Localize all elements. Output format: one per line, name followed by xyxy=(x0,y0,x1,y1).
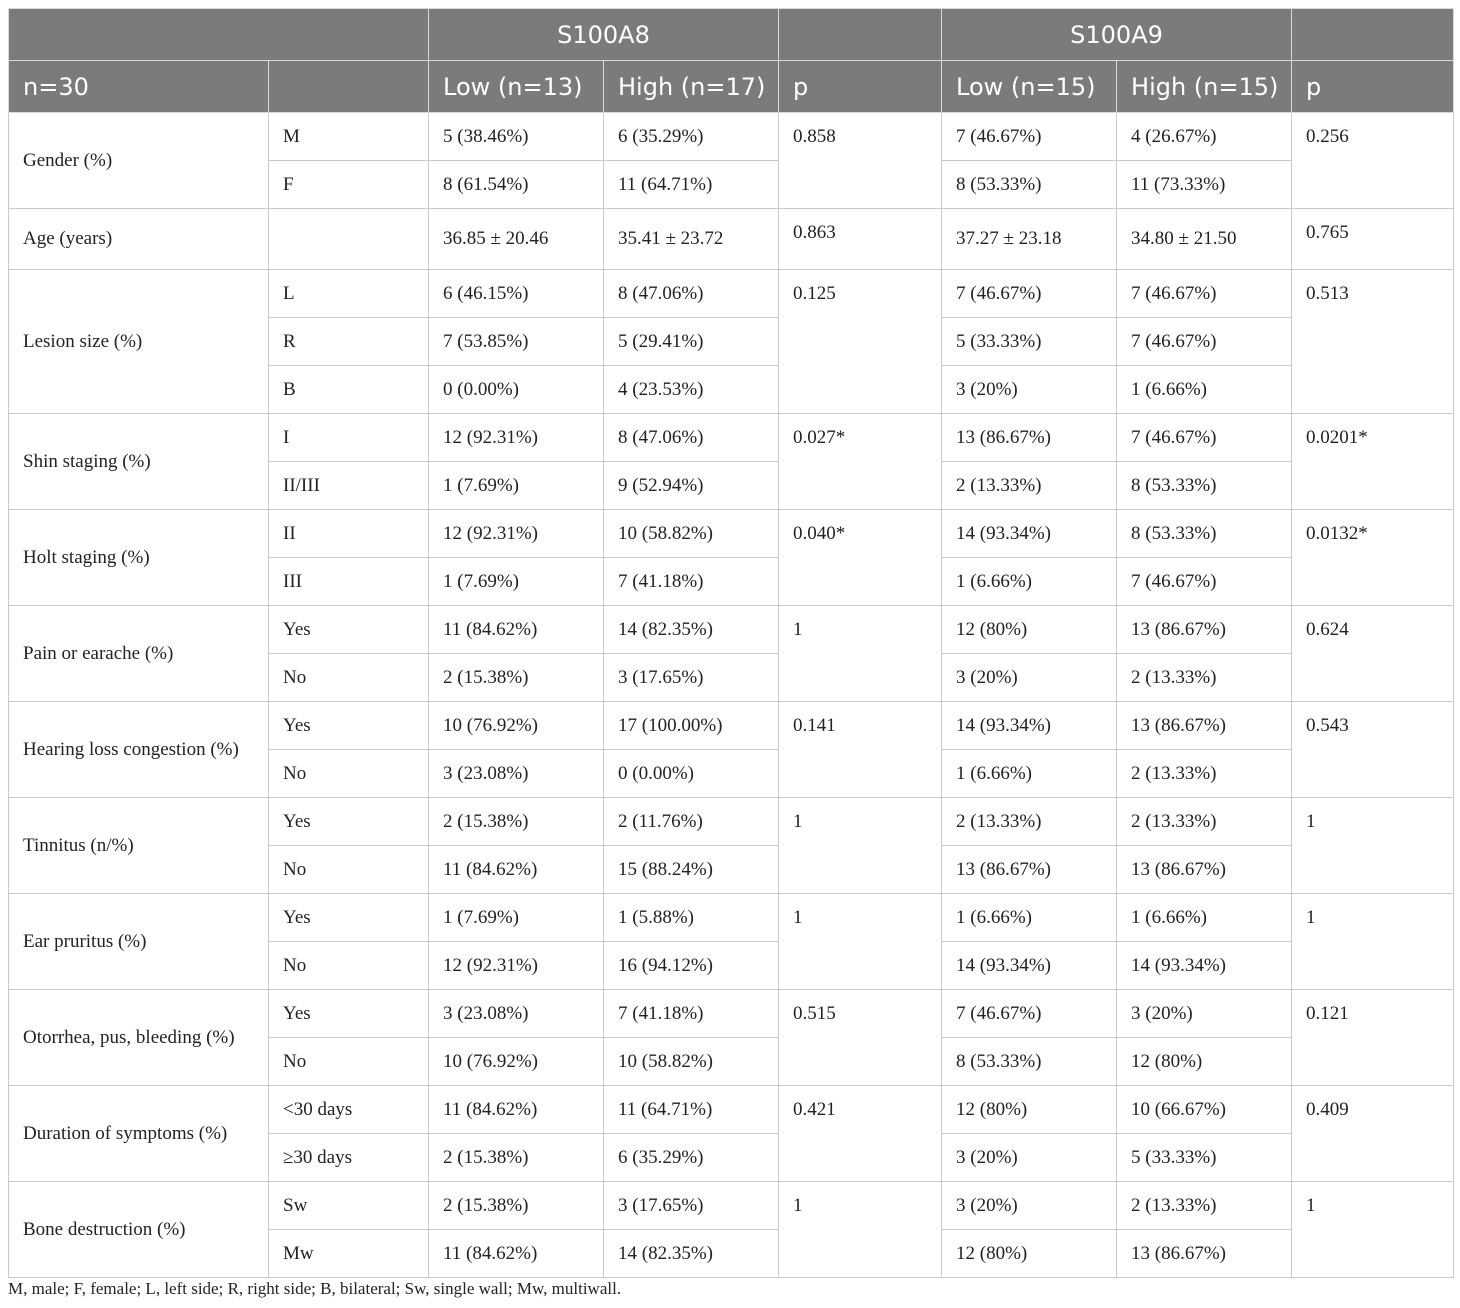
cell-a8-p: 1 xyxy=(779,894,942,990)
table-row xyxy=(9,990,1454,1038)
cell-a8-low: 2 (15.38%) xyxy=(429,1182,604,1230)
cell-a8-low: 11 (84.62%) xyxy=(429,606,604,654)
cell-a8-high: 2 (11.76%) xyxy=(604,798,779,846)
cell-a9-high: 10 (66.67%) xyxy=(1117,1086,1292,1134)
cell-a9-high: 7 (46.67%) xyxy=(1117,558,1292,606)
cell-a9-p: 0.409 xyxy=(1292,1086,1454,1182)
cell-a8-high: 14 (82.35%) xyxy=(604,1230,779,1278)
header-group-s100a8: S100A8 xyxy=(429,9,779,61)
cell-a8-low: 2 (15.38%) xyxy=(429,798,604,846)
cell-a8-high: 6 (35.29%) xyxy=(604,1134,779,1182)
table-row xyxy=(9,209,1454,270)
table-row xyxy=(9,270,1454,318)
cell-a9-low: 3 (20%) xyxy=(942,366,1117,414)
cell-a9-low: 13 (86.67%) xyxy=(942,414,1117,462)
cell-a8-p: 0.141 xyxy=(779,702,942,798)
cell-a8-low: 5 (38.46%) xyxy=(429,113,604,161)
cell-a9-p: 1 xyxy=(1292,1182,1454,1278)
row-label: Duration of symptoms (%) xyxy=(9,1086,269,1182)
cell-a8-low: 7 (53.85%) xyxy=(429,318,604,366)
header-spacer xyxy=(779,9,942,61)
row-label: Lesion size (%) xyxy=(9,270,269,414)
row-category: I xyxy=(269,414,429,462)
cell-a9-high: 5 (33.33%) xyxy=(1117,1134,1292,1182)
cell-a8-high: 3 (17.65%) xyxy=(604,654,779,702)
cell-a9-low: 8 (53.33%) xyxy=(942,161,1117,209)
cell-a9-low: 14 (93.34%) xyxy=(942,702,1117,750)
header-col-a8-p: p xyxy=(779,61,942,113)
cell-a9-p: 0.121 xyxy=(1292,990,1454,1086)
row-label: Bone destruction (%) xyxy=(9,1182,269,1278)
cell-a8-high: 14 (82.35%) xyxy=(604,606,779,654)
table-row xyxy=(9,606,1454,654)
cell-a9-p: 0.0201* xyxy=(1292,414,1454,510)
row-category: M xyxy=(269,113,429,161)
header-row-groups xyxy=(9,9,1454,61)
cell-a8-low: 1 (7.69%) xyxy=(429,894,604,942)
row-category: III xyxy=(269,558,429,606)
cell-a9-high: 8 (53.33%) xyxy=(1117,462,1292,510)
table-row xyxy=(9,894,1454,942)
cell-a9-low: 8 (53.33%) xyxy=(942,1038,1117,1086)
data-table xyxy=(8,8,1454,1278)
cell-a9-high: 4 (26.67%) xyxy=(1117,113,1292,161)
row-category: No xyxy=(269,654,429,702)
row-category: Yes xyxy=(269,702,429,750)
cell-a8-p: 0.125 xyxy=(779,270,942,414)
cell-a9-low: 7 (46.67%) xyxy=(942,990,1117,1038)
row-category: No xyxy=(269,1038,429,1086)
cell-a8-p: 0.027* xyxy=(779,414,942,510)
header-col-a9-low: Low (n=15) xyxy=(942,61,1117,113)
cell-a8-high: 1 (5.88%) xyxy=(604,894,779,942)
table-row xyxy=(9,414,1454,462)
row-label: Age (years) xyxy=(9,209,269,270)
row-category: R xyxy=(269,318,429,366)
cell-a9-low: 12 (80%) xyxy=(942,606,1117,654)
table-row xyxy=(9,510,1454,558)
cell-a8-p: 0.515 xyxy=(779,990,942,1086)
cell-a9-low: 37.27 ± 23.18 xyxy=(942,209,1117,270)
cell-a9-high: 13 (86.67%) xyxy=(1117,846,1292,894)
cell-a8-low: 11 (84.62%) xyxy=(429,1230,604,1278)
row-category: Yes xyxy=(269,798,429,846)
row-label: Holt staging (%) xyxy=(9,510,269,606)
cell-a9-high: 1 (6.66%) xyxy=(1117,894,1292,942)
cell-a9-p: 0.256 xyxy=(1292,113,1454,209)
cell-a9-low: 3 (20%) xyxy=(942,1134,1117,1182)
cell-a8-p: 1 xyxy=(779,606,942,702)
cell-a8-high: 15 (88.24%) xyxy=(604,846,779,894)
row-category: No xyxy=(269,846,429,894)
cell-a9-low: 3 (20%) xyxy=(942,654,1117,702)
cell-a9-high: 34.80 ± 21.50 xyxy=(1117,209,1292,270)
cell-a8-high: 7 (41.18%) xyxy=(604,990,779,1038)
cell-a9-low: 1 (6.66%) xyxy=(942,894,1117,942)
cell-a9-p: 1 xyxy=(1292,894,1454,990)
cell-a8-low: 1 (7.69%) xyxy=(429,462,604,510)
cell-a9-low: 5 (33.33%) xyxy=(942,318,1117,366)
cell-a9-low: 1 (6.66%) xyxy=(942,558,1117,606)
cell-a8-p: 1 xyxy=(779,1182,942,1278)
cell-a8-low: 6 (46.15%) xyxy=(429,270,604,318)
row-category: F xyxy=(269,161,429,209)
row-label: Hearing loss congestion (%) xyxy=(9,702,269,798)
cell-a8-high: 8 (47.06%) xyxy=(604,414,779,462)
cell-a8-high: 10 (58.82%) xyxy=(604,510,779,558)
header-corner xyxy=(9,9,429,61)
cell-a8-high: 16 (94.12%) xyxy=(604,942,779,990)
cell-a9-low: 12 (80%) xyxy=(942,1086,1117,1134)
row-category: Mw xyxy=(269,1230,429,1278)
table-row xyxy=(9,1086,1454,1134)
cell-a8-low: 3 (23.08%) xyxy=(429,990,604,1038)
row-category: L xyxy=(269,270,429,318)
cell-a8-high: 11 (64.71%) xyxy=(604,1086,779,1134)
cell-a8-p: 0.421 xyxy=(779,1086,942,1182)
cell-a9-high: 7 (46.67%) xyxy=(1117,318,1292,366)
cell-a9-low: 12 (80%) xyxy=(942,1230,1117,1278)
cell-a8-high: 10 (58.82%) xyxy=(604,1038,779,1086)
header-col-a9-p: p xyxy=(1292,61,1454,113)
cell-a8-high: 17 (100.00%) xyxy=(604,702,779,750)
row-label: Pain or earache (%) xyxy=(9,606,269,702)
cell-a8-high: 5 (29.41%) xyxy=(604,318,779,366)
table-row xyxy=(9,798,1454,846)
header-n-label: n=30 xyxy=(9,61,269,113)
row-label: Gender (%) xyxy=(9,113,269,209)
table-row xyxy=(9,1182,1454,1230)
header-col-a8-high: High (n=17) xyxy=(604,61,779,113)
header-category xyxy=(269,61,429,113)
cell-a9-high: 13 (86.67%) xyxy=(1117,606,1292,654)
cell-a8-low: 2 (15.38%) xyxy=(429,1134,604,1182)
cell-a8-low: 12 (92.31%) xyxy=(429,510,604,558)
cell-a8-p: 0.858 xyxy=(779,113,942,209)
cell-a9-high: 13 (86.67%) xyxy=(1117,702,1292,750)
cell-a8-p: 1 xyxy=(779,798,942,894)
header-row-columns xyxy=(9,61,1454,113)
cell-a9-high: 2 (13.33%) xyxy=(1117,750,1292,798)
row-category: Yes xyxy=(269,990,429,1038)
cell-a9-low: 7 (46.67%) xyxy=(942,113,1117,161)
cell-a9-low: 1 (6.66%) xyxy=(942,750,1117,798)
row-category: No xyxy=(269,750,429,798)
row-category: II/III xyxy=(269,462,429,510)
cell-a9-high: 3 (20%) xyxy=(1117,990,1292,1038)
cell-a8-low: 11 (84.62%) xyxy=(429,846,604,894)
row-category: No xyxy=(269,942,429,990)
footnote: M, male; F, female; L, left side; R, right side; B, bilateral; Sw, single wall; Mw, multiwall. xyxy=(8,1279,622,1298)
cell-a8-high: 11 (64.71%) xyxy=(604,161,779,209)
cell-a9-low: 14 (93.34%) xyxy=(942,510,1117,558)
cell-a9-high: 2 (13.33%) xyxy=(1117,654,1292,702)
cell-a9-low: 13 (86.67%) xyxy=(942,846,1117,894)
cell-a9-high: 12 (80%) xyxy=(1117,1038,1292,1086)
cell-a8-low: 10 (76.92%) xyxy=(429,702,604,750)
cell-a9-p: 0.624 xyxy=(1292,606,1454,702)
header-col-a8-low: Low (n=13) xyxy=(429,61,604,113)
cell-a8-p: 0.863 xyxy=(779,209,942,270)
cell-a9-high: 11 (73.33%) xyxy=(1117,161,1292,209)
row-label: Tinnitus (n/%) xyxy=(9,798,269,894)
cell-a9-low: 2 (13.33%) xyxy=(942,798,1117,846)
row-category: <30 days xyxy=(269,1086,429,1134)
cell-a8-low: 8 (61.54%) xyxy=(429,161,604,209)
cell-a9-high: 14 (93.34%) xyxy=(1117,942,1292,990)
cell-a8-low: 3 (23.08%) xyxy=(429,750,604,798)
cell-a9-high: 2 (13.33%) xyxy=(1117,1182,1292,1230)
cell-a8-low: 1 (7.69%) xyxy=(429,558,604,606)
cell-a8-high: 6 (35.29%) xyxy=(604,113,779,161)
cell-a9-low: 2 (13.33%) xyxy=(942,462,1117,510)
cell-a8-high: 0 (0.00%) xyxy=(604,750,779,798)
cell-a8-high: 8 (47.06%) xyxy=(604,270,779,318)
header-col-a9-high: High (n=15) xyxy=(1117,61,1292,113)
cell-a8-low: 36.85 ± 20.46 xyxy=(429,209,604,270)
cell-a8-low: 12 (92.31%) xyxy=(429,942,604,990)
cell-a8-low: 0 (0.00%) xyxy=(429,366,604,414)
row-category: Sw xyxy=(269,1182,429,1230)
cell-a8-low: 11 (84.62%) xyxy=(429,1086,604,1134)
cell-a8-p: 0.040* xyxy=(779,510,942,606)
cell-a8-low: 2 (15.38%) xyxy=(429,654,604,702)
cell-a8-high: 3 (17.65%) xyxy=(604,1182,779,1230)
table-row xyxy=(9,702,1454,750)
cell-a9-high: 8 (53.33%) xyxy=(1117,510,1292,558)
cell-a9-p: 0.765 xyxy=(1292,209,1454,270)
cell-a9-p: 0.543 xyxy=(1292,702,1454,798)
row-category: B xyxy=(269,366,429,414)
cell-a9-high: 1 (6.66%) xyxy=(1117,366,1292,414)
cell-a9-p: 0.0132* xyxy=(1292,510,1454,606)
cell-a9-high: 7 (46.67%) xyxy=(1117,270,1292,318)
header-group-s100a9: S100A9 xyxy=(942,9,1292,61)
table-row xyxy=(9,113,1454,161)
row-label: Otorrhea, pus, bleeding (%) xyxy=(9,990,269,1086)
cell-a9-high: 2 (13.33%) xyxy=(1117,798,1292,846)
cell-a9-low: 3 (20%) xyxy=(942,1182,1117,1230)
row-label: Ear pruritus (%) xyxy=(9,894,269,990)
row-category: Yes xyxy=(269,606,429,654)
table-body xyxy=(9,113,1454,1278)
cell-a9-high: 13 (86.67%) xyxy=(1117,1230,1292,1278)
row-category: II xyxy=(269,510,429,558)
cell-a9-low: 7 (46.67%) xyxy=(942,270,1117,318)
cell-a8-low: 12 (92.31%) xyxy=(429,414,604,462)
row-category xyxy=(269,209,429,270)
row-label: Shin staging (%) xyxy=(9,414,269,510)
row-category: ≥30 days xyxy=(269,1134,429,1182)
cell-a9-high: 7 (46.67%) xyxy=(1117,414,1292,462)
cell-a9-p: 0.513 xyxy=(1292,270,1454,414)
row-category: Yes xyxy=(269,894,429,942)
header-spacer xyxy=(1292,9,1454,61)
cell-a9-low: 14 (93.34%) xyxy=(942,942,1117,990)
cell-a8-high: 7 (41.18%) xyxy=(604,558,779,606)
cell-a8-low: 10 (76.92%) xyxy=(429,1038,604,1086)
cell-a9-p: 1 xyxy=(1292,798,1454,894)
cell-a8-high: 4 (23.53%) xyxy=(604,366,779,414)
cell-a8-high: 35.41 ± 23.72 xyxy=(604,209,779,270)
cell-a8-high: 9 (52.94%) xyxy=(604,462,779,510)
